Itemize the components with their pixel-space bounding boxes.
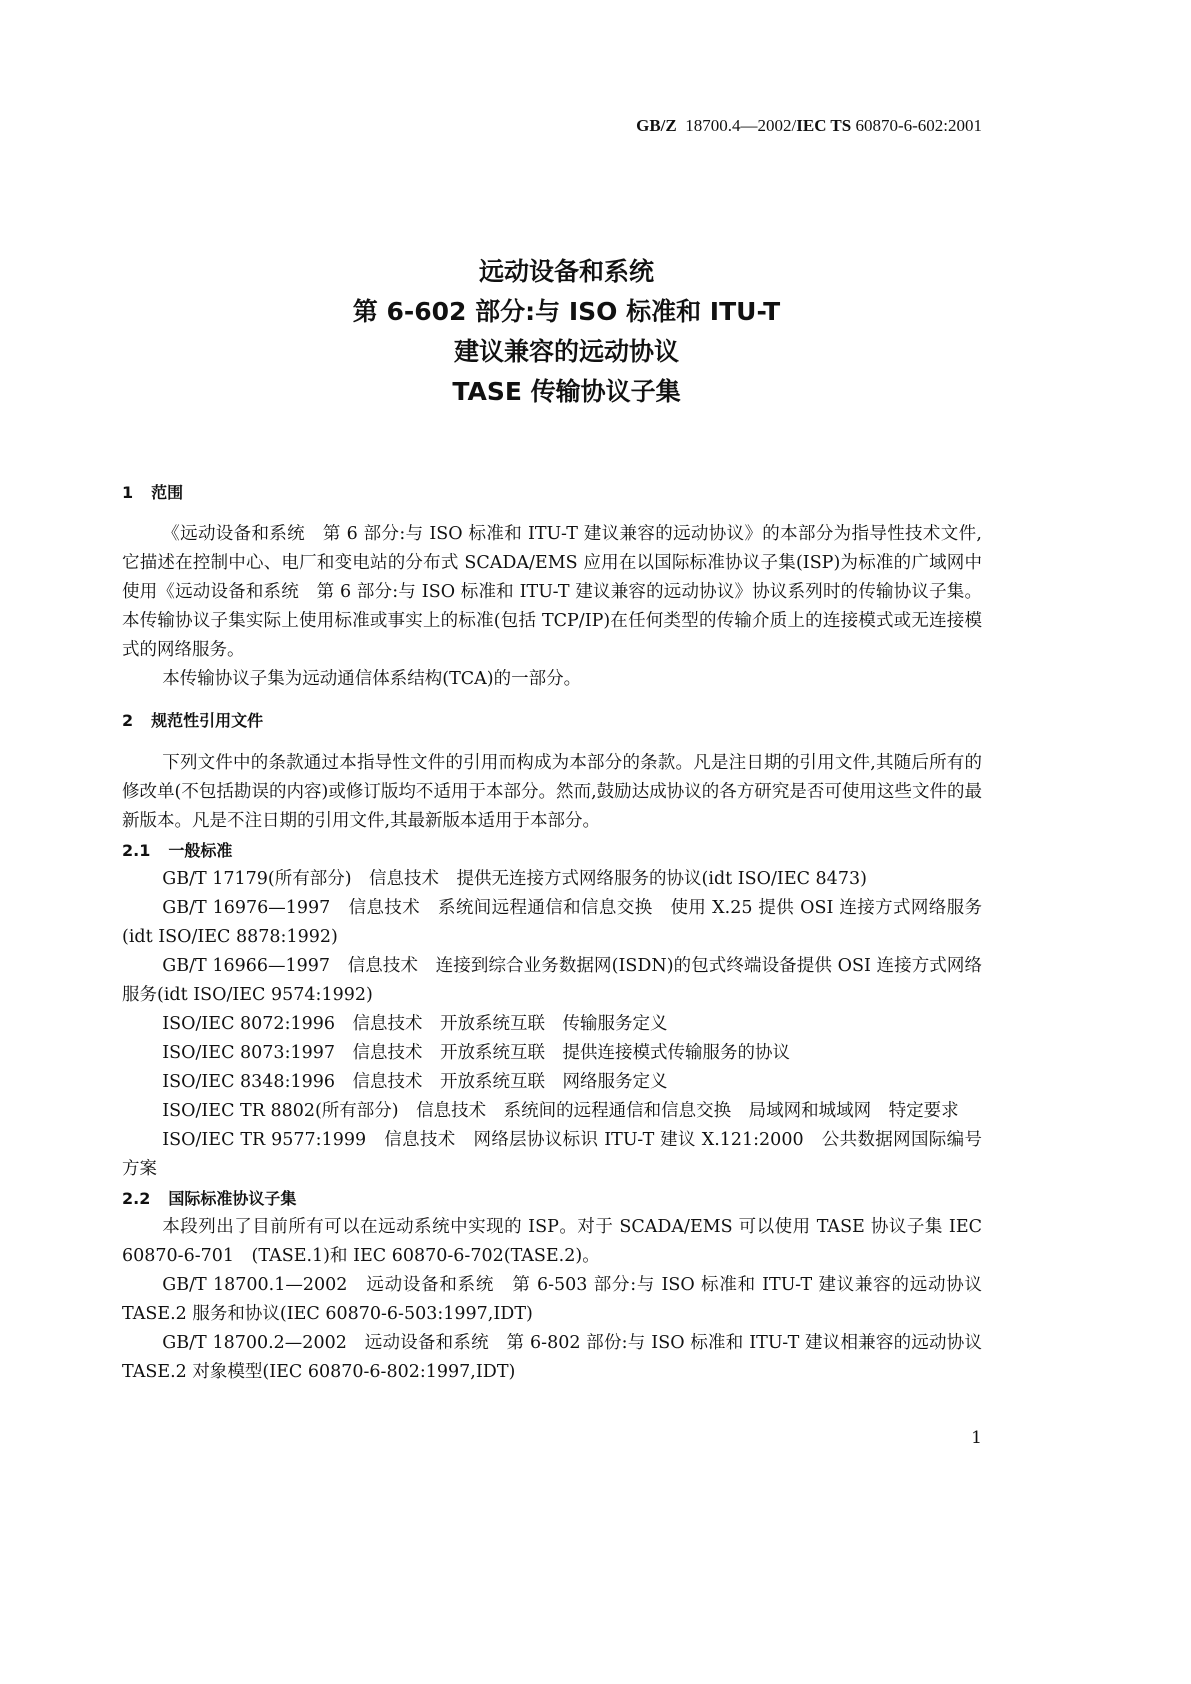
reference-item: ISO/IEC 8073:1997 信息技术 开放系统互联 提供连接模式传输服务的协议 — [162, 1043, 791, 1063]
section-title: 一般标准 — [168, 841, 233, 860]
section-title: 范围 — [151, 483, 184, 502]
title-line: 远动设备和系统 — [478, 257, 654, 286]
paragraph: 本传输协议子集为远动通信体系结构(TCA)的一部分。 — [162, 669, 582, 689]
paragraph: 《远动设备和系统 第 6 部分:与 ISO 标准和 ITU-T 建议兼容的远动协议》的本部分为指导性技术文件,它描述在控制中心、电厂和变电站的分布式 SCADA/EMS 应用在以国际标准协议子集(ISP)为标准的广域网中使用《远动设备和系统 第 6 部分:与 ISO 标准和 ITU-T 建议兼容的远动协议》协议系列时的传输协议子集。本传输协议子集实际上使用标准或事实上的标准(包括 TCP/IP)在任何类型的传输介质上的连接模式或无连接模式的网络服务。 — [122, 524, 982, 660]
title-line: 第 6-602 部分:与 ISO 标准和 ITU-T — [352, 297, 781, 326]
page-number: 1 — [971, 1428, 982, 1448]
header-iec: IEC TS — [796, 116, 852, 135]
section-heading-1 — [122, 478, 982, 507]
section-title: 规范性引用文件 — [151, 711, 264, 730]
header-number: 18700.4—2002/ — [685, 116, 797, 135]
title-line: TASE 传输协议子集 — [452, 377, 681, 406]
section-number: 2.2 — [122, 1189, 151, 1208]
section-heading-2-2 — [122, 1184, 982, 1213]
section-number: 1 — [122, 483, 134, 502]
paragraph: 下列文件中的条款通过本指导性文件的引用而构成为本部分的条款。凡是注日期的引用文件,其随后所有的修改单(不包括勘误的内容)或修订版均不适用于本部分。然而,鼓励达成协议的各方研究是否可使用这些文件的最新版本。凡是不注日期的引用文件,其最新版本适用于本部分。 — [122, 753, 982, 831]
reference-item: ISO/IEC 8348:1996 信息技术 开放系统互联 网络服务定义 — [162, 1072, 668, 1092]
section-number: 2 — [122, 711, 134, 730]
header-iec-number: 60870-6-602:2001 — [855, 116, 982, 135]
running-header — [636, 116, 982, 136]
reference-item: ISO/IEC TR 9577:1999 信息技术 网络层协议标识 ITU-T 建议 X.121:2000 公共数据网国际编号方案 — [122, 1130, 982, 1179]
document-body — [122, 478, 1000, 1387]
reference-item: GB/T 17179(所有部分) 信息技术 提供无连接方式网络服务的协议(idt ISO/IEC 8473) — [162, 869, 867, 889]
reference-item: ISO/IEC 8072:1996 信息技术 开放系统互联 传输服务定义 — [162, 1014, 668, 1034]
title-line: 建议兼容的远动协议 — [453, 337, 679, 366]
section-heading-2-1 — [122, 836, 982, 865]
reference-item: GB/T 18700.2—2002 远动设备和系统 第 6-802 部份:与 ISO 标准和 ITU-T 建议相兼容的远动协议 TASE.2 对象模型(IEC 60870-6-802:1997,IDT) — [122, 1333, 1000, 1382]
reference-item: GB/T 18700.1—2002 远动设备和系统 第 6-503 部分:与 ISO 标准和 ITU-T 建议兼容的远动协议 TASE.2 服务和协议(IEC 60870-6-503:1997,IDT) — [122, 1275, 1000, 1324]
paragraph: 本段列出了目前所有可以在远动系统中实现的 ISP。对于 SCADA/EMS 可以使用 TASE 协议子集 IEC 60870-6-701 (TASE.1)和 IEC 60870-6-702(TASE.2)。 — [122, 1217, 982, 1266]
reference-item: GB/T 16966—1997 信息技术 连接到综合业务数据网(ISDN)的包式终端设备提供 OSI 连接方式网络服务(idt ISO/IEC 9574:1992) — [122, 956, 982, 1005]
reference-item: GB/T 16976—1997 信息技术 系统间远程通信和信息交换 使用 X.25 提供 OSI 连接方式网络服务 (idt ISO/IEC 8878:1992) — [122, 898, 1000, 947]
reference-item: ISO/IEC TR 8802(所有部分) 信息技术 系统间的远程通信和信息交换 局域网和城域网 特定要求 — [162, 1101, 959, 1121]
section-heading-2 — [122, 706, 982, 735]
header-prefix: GB/Z — [636, 116, 677, 135]
section-number: 2.1 — [122, 841, 151, 860]
section-title: 国际标准协议子集 — [168, 1189, 297, 1208]
document-title — [0, 252, 1133, 412]
